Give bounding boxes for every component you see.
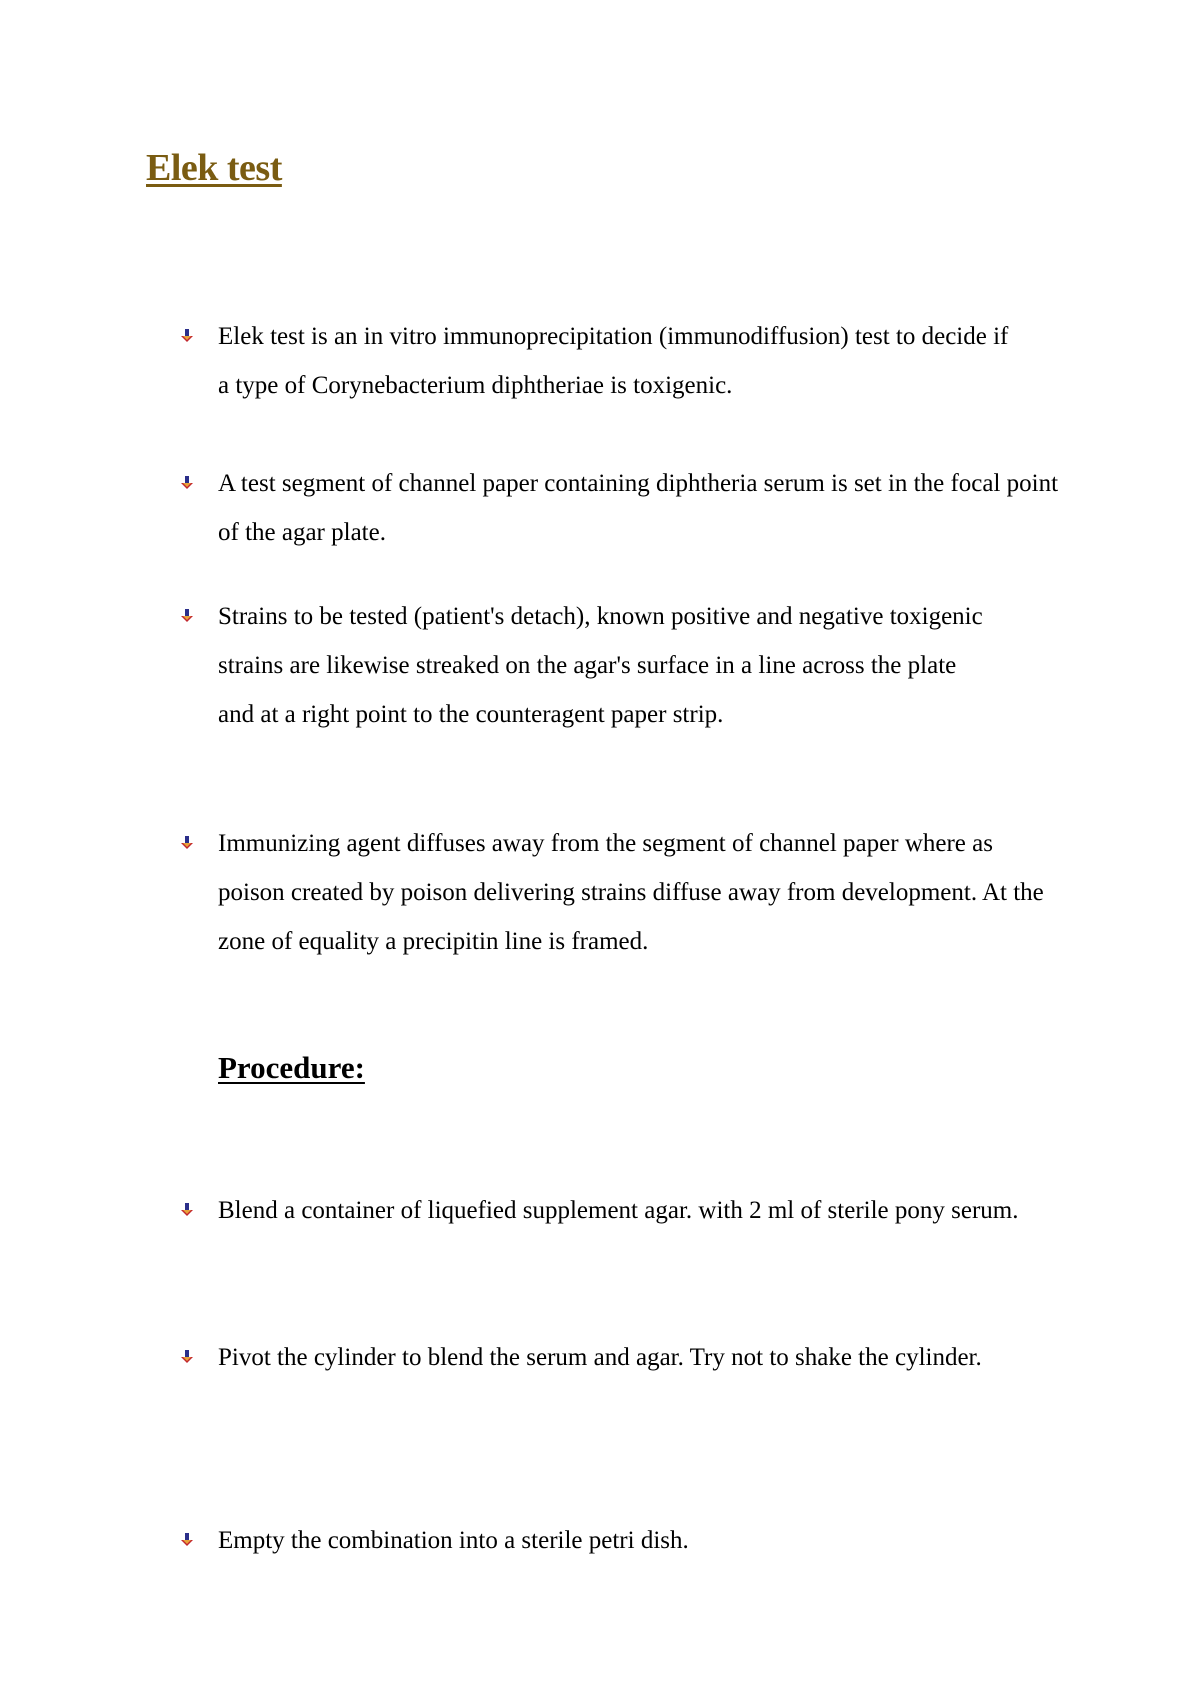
down-arrow-bullet-icon	[180, 476, 194, 490]
list-item-text: Pivot the cylinder to blend the serum and agar. Try not to shake the cylinder.	[218, 1344, 982, 1371]
down-arrow-bullet-icon	[180, 1350, 194, 1364]
down-arrow-bullet-icon	[180, 329, 194, 343]
procedure-heading: Procedure:	[218, 1050, 365, 1085]
list-item	[218, 592, 998, 739]
list-item	[218, 459, 1078, 557]
down-arrow-bullet-icon	[180, 1203, 194, 1217]
list-item	[218, 1186, 1078, 1235]
list-item	[218, 312, 1018, 410]
list-item-text: Strains to be tested (patient's detach), known positive and negative toxigenic strains are likewise streaked on the agar's surface in a line across the plate and at a right point to the counteragent paper strip.	[218, 603, 983, 728]
list-item	[218, 1516, 1078, 1565]
list-item	[218, 819, 1058, 966]
page-title: Elek test	[146, 147, 282, 189]
list-item-text: A test segment of channel paper containing diphtheria serum is set in the focal point of the agar plate.	[218, 470, 1059, 546]
list-item-text: Empty the combination into a sterile petri dish.	[218, 1527, 689, 1554]
down-arrow-bullet-icon	[180, 836, 194, 850]
list-item	[218, 1333, 1018, 1382]
list-item-text: Blend a container of liquefied supplement agar. with 2 ml of sterile pony serum.	[218, 1197, 1019, 1224]
down-arrow-bullet-icon	[180, 609, 194, 623]
down-arrow-bullet-icon	[180, 1533, 194, 1547]
list-item-text: Elek test is an in vitro immunoprecipitation (immunodiffusion) test to decide if a type of Corynebacterium diphtheriae is toxigenic.	[218, 323, 1009, 399]
list-item-text: Immunizing agent diffuses away from the segment of channel paper where as poison created by poison delivering strains diffuse away from development. At the zone of equality a precipitin line is framed.	[218, 830, 1044, 955]
